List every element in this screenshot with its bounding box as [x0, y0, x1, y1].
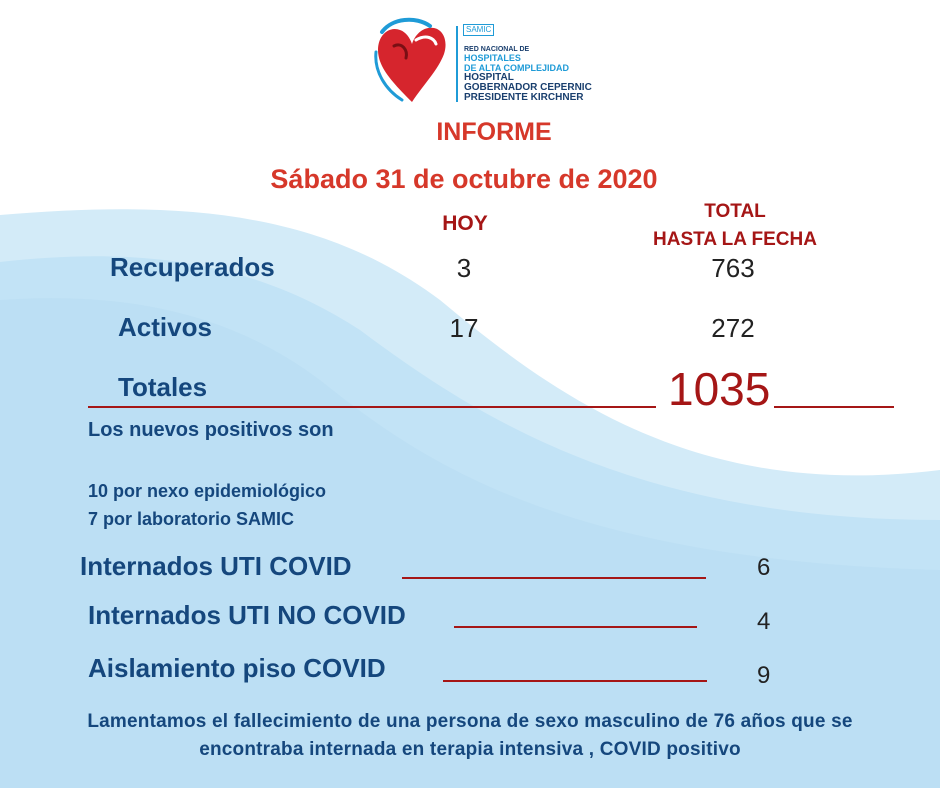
totals-label: Totales: [118, 372, 208, 402]
uti-no-covid-line: [454, 626, 697, 628]
uti-covid-line: [402, 577, 706, 579]
totals-underline-left: [88, 406, 656, 408]
footer-line-1: Lamentamos el fallecimiento de una persona de sexo masculino de 76 años que se: [87, 711, 853, 732]
logo-line-2: HOSPITALES: [464, 53, 521, 63]
totals-value: 1035: [668, 363, 771, 415]
aislamiento-label: Aislamiento piso COVID: [88, 653, 386, 683]
logo-line-1: RED NACIONAL DE: [464, 46, 530, 53]
uti-no-covid-label: Internados UTI NO COVID: [88, 600, 406, 630]
column-header-total: [620, 198, 850, 254]
heart-map-logo-icon: [372, 12, 452, 104]
footer-line-2: encontraba internada en terapia intensiva , COVID positivo: [199, 739, 741, 760]
new-positives-line-2: 7 por laboratorio SAMIC: [88, 509, 295, 529]
new-positives-heading: Los nuevos positivos son: [88, 419, 334, 441]
row-today-recuperados: 3: [456, 253, 472, 283]
samic-badge: SAMIC: [463, 24, 494, 36]
hospital-logo: [372, 12, 632, 107]
totals-underline-right: [774, 406, 894, 408]
uti-no-covid-value: 4: [757, 608, 771, 635]
row-total-recuperados: 763: [711, 253, 755, 283]
logo-line-4: HOSPITAL: [464, 72, 514, 83]
logo-line-6: PRESIDENTE KIRCHNER: [464, 92, 584, 103]
row-today-activos: 17: [449, 313, 479, 343]
row-label-activos: Activos: [118, 312, 212, 342]
logo-line-5: GOBERNADOR CEPERNIC: [464, 82, 592, 93]
uti-covid-value: 6: [757, 554, 771, 581]
logo-line-3: DE ALTA COMPLEJIDAD: [464, 63, 569, 73]
row-total-activos: 272: [711, 313, 755, 343]
report-title: INFORME: [436, 118, 552, 146]
column-header-today: HOY: [442, 212, 488, 235]
aislamiento-line: [443, 680, 707, 682]
uti-covid-label: Internados UTI COVID: [80, 551, 352, 581]
report-date: Sábado 31 de octubre de 2020: [270, 164, 658, 194]
column-header-total-line1: TOTAL: [704, 201, 766, 222]
new-positives-line-1: 10 por nexo epidemiológico: [88, 481, 327, 501]
row-label-recuperados: Recuperados: [110, 252, 275, 282]
column-header-total-line2: HASTA LA FECHA: [653, 229, 817, 250]
aislamiento-value: 9: [757, 662, 771, 689]
logo-divider: [456, 26, 458, 102]
